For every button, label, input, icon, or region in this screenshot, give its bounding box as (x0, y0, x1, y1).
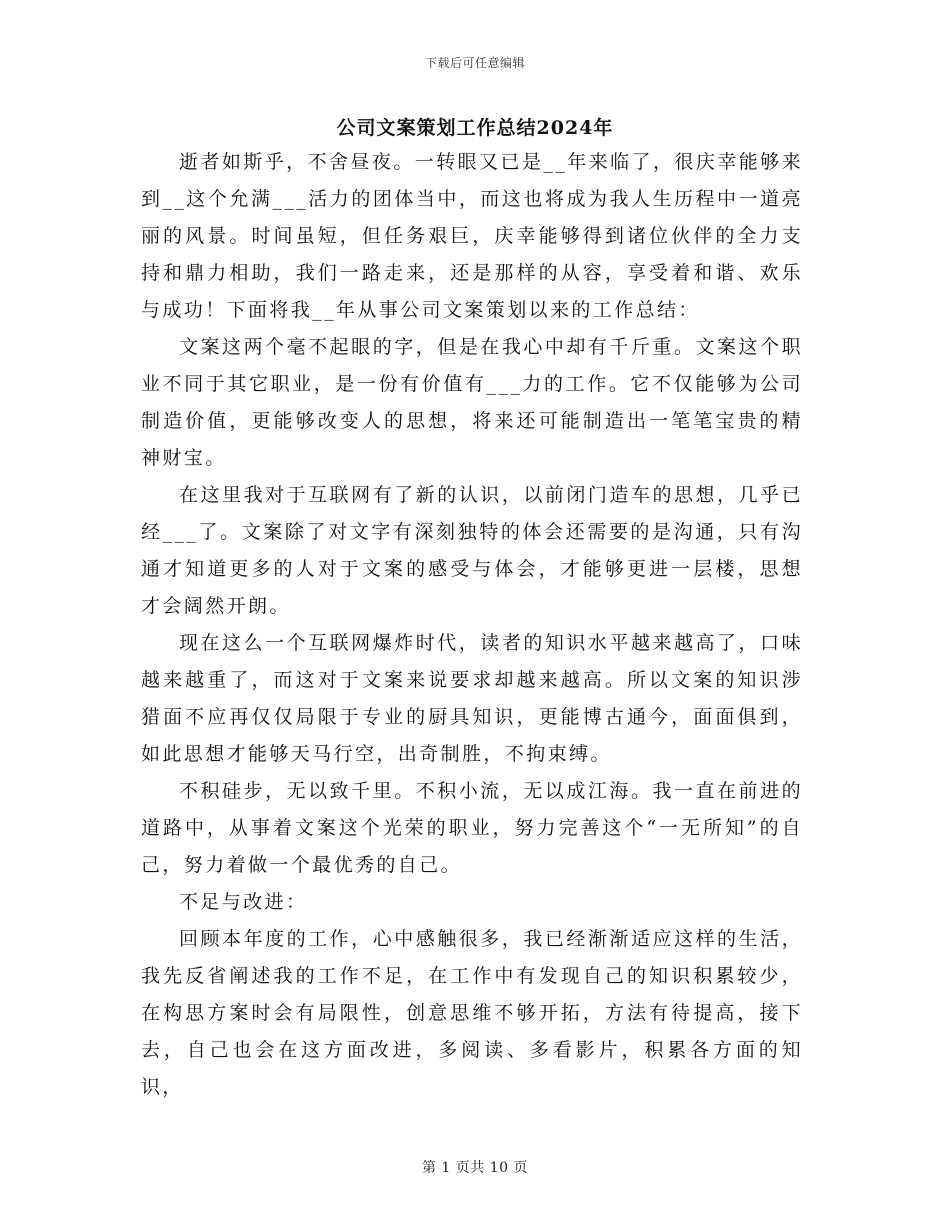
section-heading: 不足与改进： (179, 891, 308, 913)
document-body (141, 144, 803, 1106)
paragraph: 文案这两个毫不起眼的字，但是在我心中却有千斤重。文案这个职业不同于其它职业，是一份有价值有___力的工作。它不仅能够为公司制造价值，更能够改变人的思想，将来还可能制造出一笔笔宝贵的精神财宝。 (141, 336, 803, 469)
document-title: 公司文案策划工作总结2024年 (336, 117, 614, 139)
paragraph: 不积硅步，无以致千里。不积小流，无以成江海。我一直在前进的道路中，从事着文案这个光荣的职业，努力完善这个“一无所知”的自己，努力着做一个最优秀的自己。 (141, 780, 803, 876)
paragraph: 回顾本年度的工作，心中感触很多，我已经渐渐适应这样的生活，我先反省阐述我的工作不足，在工作中有发现自己的知识积累较少，在构思方案时会有局限性，创意思维不够开拓，方法有待提高，接下去，自己也会在这方面改进，多阅读、多看影片，积累各方面的知识， (141, 928, 803, 1098)
header-note: 下载后可任意编辑 (424, 56, 525, 70)
page-footer: 第 1 页共 10 页 (421, 1160, 529, 1176)
paragraph: 逝者如斯乎，不舍昼夜。一转眼又已是__年来临了，很庆幸能够来到__这个允满___活力的团体当中，而这也将成为我人生历程中一道亮丽的风景。时间虽短，但任务艰巨，庆幸能够得到诸位伙伴的全力支持和鼎力相助，我们一路走来，还是那样的从容，享受着和谐、欢乐与成功！下面将我__年从事公司文案策划以来的工作总结： (141, 151, 803, 321)
paragraph: 现在这么一个互联网爆炸时代，读者的知识水平越来越高了，口味越来越重了，而这对于文案来说要求却越来越高。所以文案的知识涉猎面不应再仅仅局限于专业的厨具知识，更能博古通今，面面俱到，如此思想才能够天马行空，出奇制胜，不拘束缚。 (141, 632, 803, 765)
paragraph: 在这里我对于互联网有了新的认识，以前闭门造车的思想，几乎已经___了。文案除了对文字有深刻独特的体会还需要的是沟通，只有沟通才知道更多的人对于文案的感受与体会，才能够更进一层楼，思想才会阔然开朗。 (141, 484, 803, 617)
